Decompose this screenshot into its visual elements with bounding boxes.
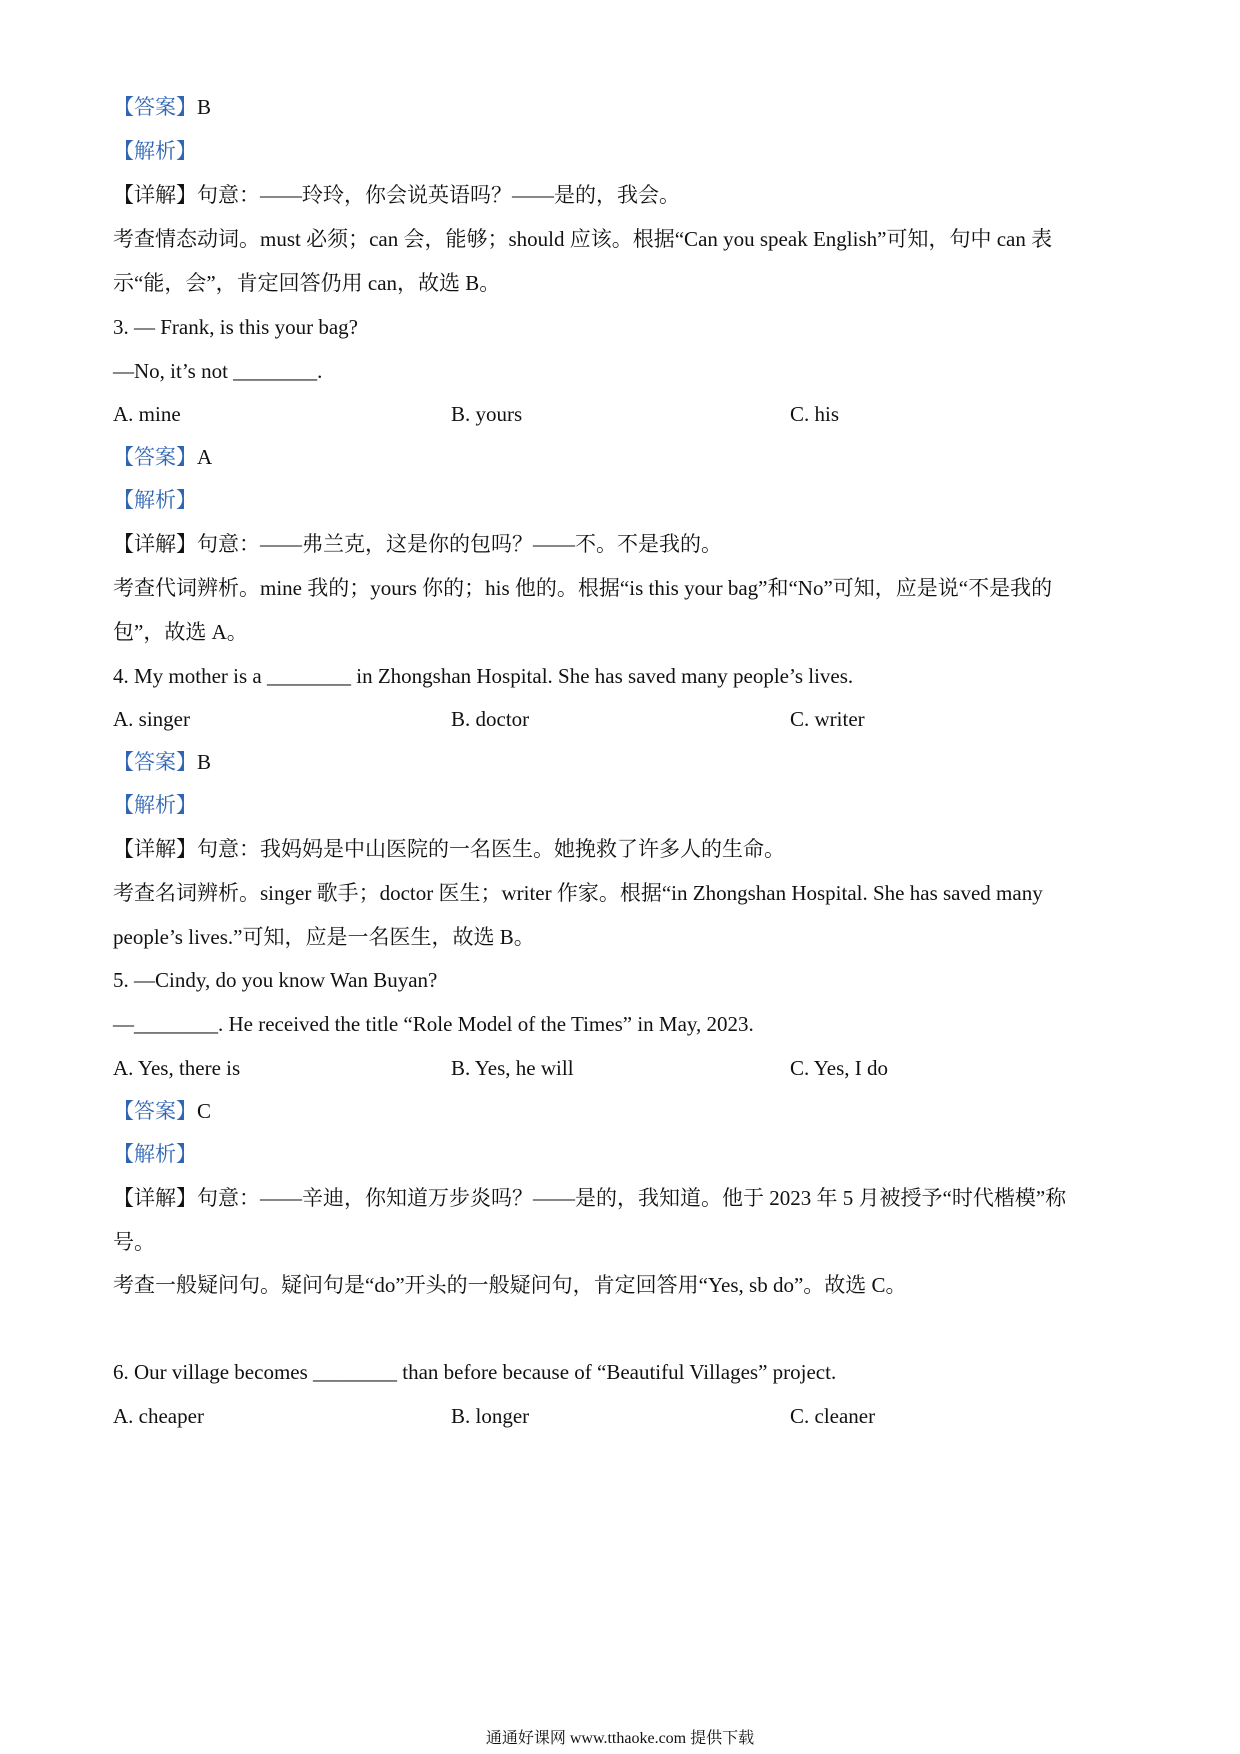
question-3-option-b: B. yours	[451, 402, 523, 426]
detail-text: 句意：——辛迪，你知道万步炎吗？——是的，我知道。他于 2023 年 5 月被授予“时代楷模”称	[197, 1186, 1067, 1210]
question-6-option-c: C. cleaner	[790, 1404, 876, 1428]
question-4-explanation-1: 考查名词辨析。singer 歌手；doctor 医生；writer 作家。根据“in Zhongshan Hospital. She has saved many	[113, 881, 1043, 905]
answer-line	[113, 92, 211, 122]
answer-value: B	[197, 95, 212, 119]
answer-tag: 【答案】	[113, 95, 197, 119]
explanation-line-2: 示“能，会”，肯定回答仍用 can，故选 B。	[113, 271, 501, 295]
detail-text: 句意：——弗兰克，这是你的包吗？——不。不是我的。	[197, 532, 722, 556]
answer-value: A	[197, 445, 213, 469]
analysis-tag: 【解析】	[113, 488, 197, 512]
question-5-option-a: A. Yes, there is	[113, 1056, 241, 1080]
question-4-option-a: A. singer	[113, 707, 190, 731]
answer-tag: 【答案】	[113, 445, 197, 469]
detail-tag: 【详解】	[113, 1186, 197, 1210]
analysis-tag: 【解析】	[113, 139, 197, 163]
question-3-option-c: C. his	[790, 402, 840, 426]
question-6-option-b: B. longer	[451, 1404, 530, 1428]
question-3-explanation-2: 包”，故选 A。	[113, 620, 248, 644]
question-5-detail-2: 号。	[113, 1230, 155, 1254]
question-5-stem: 5. —Cindy, do you know Wan Buyan?	[113, 968, 438, 992]
question-5-detail	[113, 1183, 1066, 1213]
analysis-line	[113, 136, 197, 166]
question-5-answer	[113, 1096, 211, 1126]
question-4-explanation-2: people’s lives.”可知，应是一名医生，故选 B。	[113, 925, 535, 949]
question-4-option-b: B. doctor	[451, 707, 530, 731]
detail-tag: 【详解】	[113, 532, 197, 556]
question-4-detail	[113, 834, 785, 864]
analysis-tag: 【解析】	[113, 793, 197, 817]
question-3-detail	[113, 529, 722, 559]
question-6-stem: 6. Our village becomes ________ than before because of “Beautiful Villages” project.	[113, 1360, 837, 1384]
question-4-option-c: C. writer	[790, 707, 865, 731]
answer-tag: 【答案】	[113, 1099, 197, 1123]
question-3-explanation-1: 考查代词辨析。mine 我的；yours 你的；his 他的。根据“is this your bag”和“No”可知，应是说“不是我的	[113, 576, 1053, 600]
answer-tag: 【答案】	[113, 750, 197, 774]
detail-tag: 【详解】	[113, 183, 197, 207]
detail-line	[113, 180, 680, 210]
question-5-analysis	[113, 1139, 197, 1169]
question-4-answer	[113, 747, 211, 777]
question-6-option-a: A. cheaper	[113, 1404, 204, 1428]
answer-value: C	[197, 1099, 212, 1123]
question-3-answer	[113, 442, 212, 472]
question-3-stem-2: —No, it’s not ________.	[113, 359, 323, 383]
explanation-line-1: 考查情态动词。must 必须；can 会，能够；should 应该。根据“Can you speak English”可知，句中 can 表	[113, 227, 1053, 251]
question-5-stem-2: —________. He received the title “Role Model of the Times” in May, 2023.	[113, 1012, 754, 1036]
analysis-tag: 【解析】	[113, 1142, 197, 1166]
answer-value: B	[197, 750, 212, 774]
question-4-analysis	[113, 790, 197, 820]
detail-text: 句意：——玲玲，你会说英语吗？——是的，我会。	[197, 183, 680, 207]
detail-text: 句意：我妈妈是中山医院的一名医生。她挽救了许多人的生命。	[197, 837, 785, 861]
question-5-explanation-1: 考查一般疑问句。疑问句是“do”开头的一般疑问句，肯定回答用“Yes, sb do”。故选 C。	[113, 1273, 907, 1297]
question-5-option-c: C. Yes, I do	[790, 1056, 889, 1080]
page-footer: 通通好课网 www.tthaoke.com 提供下载	[485, 1730, 755, 1747]
question-4-stem: 4. My mother is a ________ in Zhongshan Hospital. She has saved many people’s lives.	[113, 664, 854, 688]
detail-tag: 【详解】	[113, 837, 197, 861]
question-3-analysis	[113, 485, 197, 515]
question-3-option-a: A. mine	[113, 402, 181, 426]
question-5-option-b: B. Yes, he will	[451, 1056, 574, 1080]
question-3-stem: 3. — Frank, is this your bag?	[113, 315, 358, 339]
